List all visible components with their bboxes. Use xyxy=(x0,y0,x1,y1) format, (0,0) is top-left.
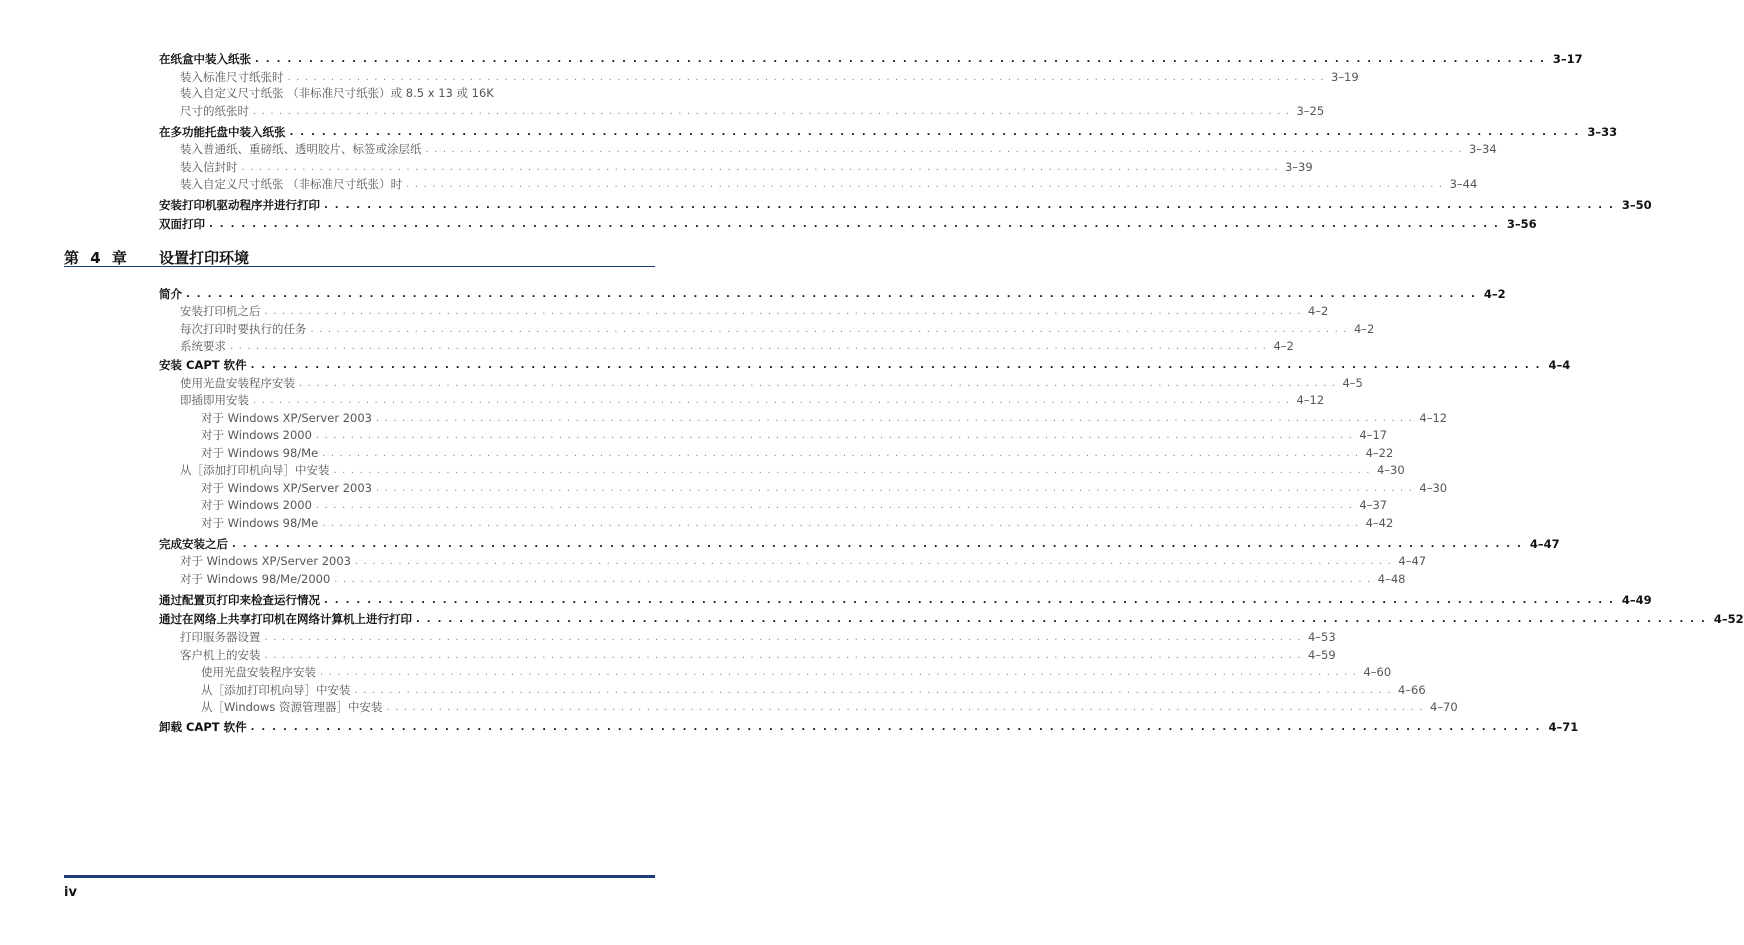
toc-entry-title: 在纸盒中装入纸张 xyxy=(159,52,251,66)
toc-entry-title: 通过在网络上共享打印机在网络计算机上进行打印 xyxy=(159,612,412,626)
toc-entry[interactable] xyxy=(159,698,1458,715)
toc-entry-title: 装入标准尺寸纸张时 xyxy=(180,70,284,84)
dot-leader: ........................................................................................................................ xyxy=(253,106,1295,117)
toc-entry-page: 3–39 xyxy=(1284,160,1313,174)
dot-leader: ........................................................................................................................ xyxy=(320,667,1362,678)
toc-entry-page: 4–2 xyxy=(1353,322,1375,336)
dot-leader: ........................................................................................................................ xyxy=(299,378,1341,389)
toc-entry-page: 4–12 xyxy=(1296,393,1325,407)
toc-entry-page: 4–2 xyxy=(1273,339,1294,353)
toc-entry-page: 4–12 xyxy=(1419,411,1448,425)
toc-entry[interactable] xyxy=(159,552,1427,569)
toc-entry-title: 装入普通纸、重磅纸、透明胶片、标签或涂层纸 xyxy=(180,142,422,156)
toc-entry-page: 4–53 xyxy=(1307,630,1336,644)
footer-divider xyxy=(64,875,655,878)
dot-leader: ........................................................................................................................ xyxy=(250,722,1547,733)
dot-leader: ........................................................................................................................ xyxy=(375,483,1418,494)
toc-entry-title: 每次打印时要执行的任务 xyxy=(180,322,307,336)
toc-entry-page: 4–17 xyxy=(1359,428,1388,442)
toc-entry[interactable] xyxy=(159,535,1560,552)
dot-leader: ........................................................................................................................ xyxy=(322,448,1364,459)
toc-entry[interactable] xyxy=(159,444,1394,461)
toc-entry-title: 装入信封时 xyxy=(180,160,238,174)
toc-entry-title: 从［Windows 资源管理器］中安装 xyxy=(201,700,383,714)
toc-entry-page: 4–5 xyxy=(1342,376,1363,390)
toc-entry-page: 4–52 xyxy=(1713,612,1744,626)
dot-leader: ........................................................................................................................ xyxy=(354,556,1397,567)
toc-entry-title: 对于 Windows XP/Server 2003 xyxy=(201,481,372,495)
toc-entry-page: 4–71 xyxy=(1548,720,1579,734)
toc-entry-page: 4–30 xyxy=(1376,463,1405,477)
toc-entry-page: 4–2 xyxy=(1483,287,1506,301)
dot-leader: ........................................................................................................................ xyxy=(333,465,1375,476)
toc-entry-page: 4–49 xyxy=(1621,593,1652,607)
toc-entry-title: 对于 Windows 2000 xyxy=(201,498,312,512)
toc-entry-title: 使用光盘安装程序安装 xyxy=(201,665,316,679)
toc-entry[interactable] xyxy=(159,175,1478,192)
toc-entry[interactable] xyxy=(159,102,1325,119)
toc-entry[interactable] xyxy=(159,68,1359,85)
toc-entry[interactable] xyxy=(159,663,1392,680)
toc-entry[interactable] xyxy=(159,570,1406,587)
toc-entry-title: 安装 CAPT 软件 xyxy=(159,358,247,372)
chapter-divider xyxy=(64,266,655,267)
dot-leader: ........................................................................................................................ xyxy=(264,306,1306,317)
dot-leader: ........................................................................................................................ xyxy=(253,395,1295,406)
toc-entry[interactable] xyxy=(159,628,1336,645)
toc-entry-page: 4–47 xyxy=(1529,537,1560,551)
toc-entry-title: 打印服务器设置 xyxy=(180,630,261,644)
toc-entry-title: 简介 xyxy=(159,287,182,301)
toc-entry[interactable] xyxy=(159,391,1325,408)
toc-entry-page: 4–37 xyxy=(1359,498,1388,512)
toc-entry-page: 3–17 xyxy=(1552,52,1583,66)
toc-entry-page: 3–50 xyxy=(1621,198,1652,212)
toc-entry-title: 安装打印机驱动程序并进行打印 xyxy=(159,198,320,212)
dot-leader: ........................................................................................................................ xyxy=(416,614,1712,625)
toc-entry[interactable] xyxy=(159,426,1388,443)
toc-entry[interactable] xyxy=(159,514,1394,531)
toc-entry-page: 3–33 xyxy=(1587,125,1618,139)
toc-entry[interactable] xyxy=(159,496,1388,513)
toc-entry-title: 对于 Windows 98/Me xyxy=(201,446,319,460)
toc-entry[interactable] xyxy=(159,646,1336,663)
toc-entry[interactable] xyxy=(159,681,1426,698)
toc-entry[interactable] xyxy=(159,285,1506,302)
dot-leader: ........................................................................................................................ xyxy=(264,650,1306,661)
toc-entry[interactable] xyxy=(159,591,1652,608)
toc-entry[interactable] xyxy=(159,320,1375,337)
toc-entry-page: 3–44 xyxy=(1449,177,1478,191)
toc-entry-title: 从［添加打印机向导］中安装 xyxy=(180,463,330,477)
dot-leader: ........................................................................................................................ xyxy=(232,539,1528,550)
toc-entry[interactable] xyxy=(159,337,1294,354)
toc-entry-page: 3–25 xyxy=(1296,104,1325,118)
dot-leader: ........................................................................................................................ xyxy=(310,324,1352,335)
toc-entry-title: 双面打印 xyxy=(159,217,205,231)
toc-entry-title: 完成安装之后 xyxy=(159,537,228,551)
toc-entry-page: 3–19 xyxy=(1330,70,1359,84)
toc-entry-title: 安装打印机之后 xyxy=(180,304,261,318)
toc-entry-page: 4–2 xyxy=(1307,304,1329,318)
toc-entry[interactable] xyxy=(159,356,1571,373)
toc-entry[interactable] xyxy=(159,610,1744,627)
toc-entry[interactable] xyxy=(159,409,1448,426)
toc-entry[interactable] xyxy=(159,374,1363,391)
toc-entry[interactable] xyxy=(159,50,1583,67)
dot-leader: ........................................................................................................................ xyxy=(375,413,1418,424)
toc-entry-page: 4–48 xyxy=(1377,572,1406,586)
dot-leader: ........................................................................................................................ xyxy=(264,632,1306,643)
toc-entry-page: 4–30 xyxy=(1419,481,1448,495)
dot-leader: ........................................................................................................................ xyxy=(334,574,1376,585)
dot-leader: ........................................................................................................................ xyxy=(287,72,1329,83)
dot-leader: ........................................................................................................................ xyxy=(386,702,1428,713)
dot-leader: ........................................................................................................................ xyxy=(230,341,1272,352)
toc-entry-title-line1: 装入自定义尺寸纸张 （非标准尺寸纸张）或 8.5 x 13 或 16K xyxy=(180,86,494,100)
toc-entry-title: 在多功能托盘中装入纸张 xyxy=(159,125,286,139)
toc-entry[interactable] xyxy=(159,196,1652,213)
toc-entry[interactable] xyxy=(159,140,1497,157)
toc-entry[interactable] xyxy=(159,302,1329,319)
toc-entry-title: 尺寸的纸张时 xyxy=(180,104,249,118)
toc-entry-title: 对于 Windows 98/Me xyxy=(201,516,319,530)
toc-entry-page: 3–34 xyxy=(1468,142,1497,156)
toc-entry-title: 对于 Windows XP/Server 2003 xyxy=(201,411,372,425)
dot-leader: ........................................................................................................................ xyxy=(255,54,1551,65)
toc-entry-title: 系统要求 xyxy=(180,339,226,353)
toc-entry-title: 客户机上的安装 xyxy=(180,648,261,662)
dot-leader: ........................................................................................................................ xyxy=(315,500,1358,511)
toc-entry[interactable] xyxy=(159,479,1448,496)
toc-entry-page: 3–56 xyxy=(1506,217,1537,231)
dot-leader: ........................................................................................................................ xyxy=(324,595,1620,606)
dot-leader: ........................................................................................................................ xyxy=(186,289,1482,300)
toc-entry-page: 4–4 xyxy=(1548,358,1571,372)
toc-entry-page: 4–66 xyxy=(1397,683,1426,697)
toc-entry-title: 对于 Windows XP/Server 2003 xyxy=(180,554,351,568)
dot-leader: ........................................................................................................................ xyxy=(322,518,1364,529)
toc-entry-title: 卸载 CAPT 软件 xyxy=(159,720,247,734)
toc-entry-page: 4–47 xyxy=(1398,554,1427,568)
toc-entry[interactable] xyxy=(159,123,1618,140)
toc-entry-title: 对于 Windows 2000 xyxy=(201,428,312,442)
toc-entry-page: 4–59 xyxy=(1307,648,1336,662)
chapter-title: 设置打印环境 xyxy=(159,249,250,267)
toc-entry-title: 装入自定义尺寸纸张 （非标准尺寸纸张）时 xyxy=(180,177,403,191)
dot-leader: ........................................................................................................................ xyxy=(250,360,1547,371)
toc-entry-page: 4–60 xyxy=(1363,665,1392,679)
dot-leader: ........................................................................................................................ xyxy=(209,219,1505,230)
toc-entry-title: 对于 Windows 98/Me/2000 xyxy=(180,572,331,586)
toc-entry[interactable] xyxy=(159,718,1579,735)
toc-entry-page: 4–42 xyxy=(1365,516,1394,530)
toc-entry-title: 通过配置页打印来检查运行情况 xyxy=(159,593,320,607)
toc-entry-page: 4–70 xyxy=(1429,700,1458,714)
dot-leader: ........................................................................................................................ xyxy=(241,162,1283,173)
toc-entry-title: 从［添加打印机向导］中安装 xyxy=(201,683,351,697)
page-number: iv xyxy=(64,885,77,900)
dot-leader: ........................................................................................................................ xyxy=(425,144,1467,155)
toc-entry[interactable] xyxy=(159,215,1537,232)
toc-entry-title: 使用光盘安装程序安装 xyxy=(180,376,295,390)
toc-entry-title: 即插即用安装 xyxy=(180,393,249,407)
toc-entry-page: 4–22 xyxy=(1365,446,1394,460)
dot-leader: ........................................................................................................................ xyxy=(354,685,1396,696)
dot-leader: ........................................................................................................................ xyxy=(406,179,1448,190)
dot-leader: ........................................................................................................................ xyxy=(324,200,1620,211)
toc-entry[interactable] xyxy=(159,461,1405,478)
dot-leader: ........................................................................................................................ xyxy=(315,430,1358,441)
toc-entry[interactable] xyxy=(159,158,1313,175)
chapter-number: 第 4 章 xyxy=(64,249,127,267)
dot-leader: ........................................................................................................................ xyxy=(289,127,1586,138)
